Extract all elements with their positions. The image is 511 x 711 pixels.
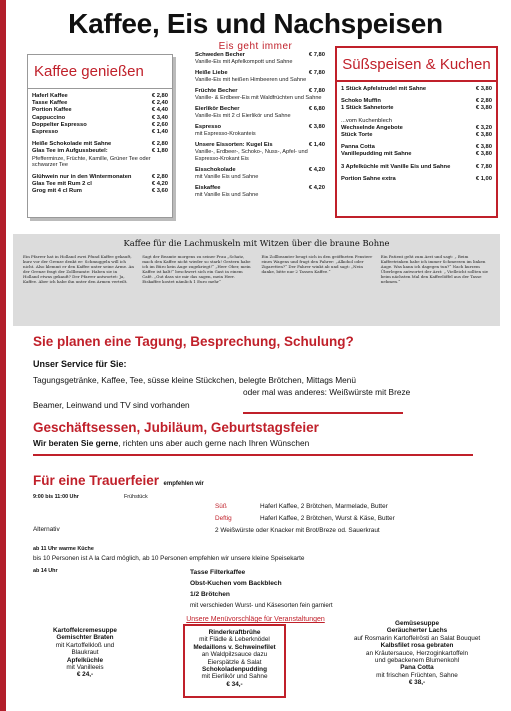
menu-line: mit Eierlikör und Sahne — [201, 673, 268, 681]
jubilaeum-heading: Geschäftsessen, Jubiläum, Geburtstagsfeier — [33, 420, 319, 435]
jokes-title: Kaffee für die Lachmuskeln mit Witzen über die braune Bohne — [123, 238, 390, 248]
kaffee-item-name: Grog mit 4 cl Rum — [32, 188, 82, 195]
suess-item-row — [341, 144, 492, 151]
divider-line — [243, 412, 403, 414]
time-1: 9:00 bis 11:00 Uhr — [33, 494, 79, 500]
menu-line: mit Kartoffelkloß und — [55, 641, 115, 649]
eis-item-row — [195, 167, 325, 174]
tagung-line-3: Beamer, Leinwand und TV sind vorhanden — [33, 400, 190, 410]
kaffee-item-row — [32, 129, 168, 136]
page-subtitle: Eis geht immer — [218, 41, 293, 52]
kaffee-item-name: Cappuccino — [32, 114, 66, 121]
suess-item-row — [341, 105, 492, 112]
tagung-heading: Sie planen eine Tagung, Besprechung, Schulung? — [33, 334, 354, 349]
joke-3: Ein Zollbeamter beugt sich in den geöffneten Fensterr eines Wagens und fragt den Fahrer: „Alkohol oder Zigaretten?“ Der Fahrer winkt ab und sagt: „Nein danke, bitte nur 2 Tassen Kaffee.“ — [261, 254, 373, 274]
kaffee-item-price: € 1,80 — [151, 148, 168, 155]
menu-heading: Unsere Menüvorschläge für Veranstaltungen — [186, 616, 325, 623]
kaffee-item-price: € 3,60 — [151, 188, 168, 195]
menu-line: mit Vanilleeis — [66, 664, 104, 672]
eis-item-name: Eiskaffee — [195, 184, 221, 191]
service-label: Unser Service für Sie: — [33, 359, 127, 369]
eis-item-price: € 7,80 — [308, 52, 325, 58]
suess-item-row — [341, 176, 492, 183]
joke-2: Sagt der Beamte morgens zu seiner Frau „Schatz, mach den Kaffee nicht wieder so stark! Gestern habe ich im Büro kein Auge zugekriegt!“ „Herr Ober, mein Kaffee ist kalt!“ beschwert sich ein Gast in einem Café. „Gut dass sie mir das sagen, mein Herr. Eiskaffee kostet nämlich 1 Euro mehr“ — [142, 254, 251, 284]
eis-item-desc: mit Vanille Eis und Sahne — [195, 192, 259, 198]
suess-item-price: € 3,80 — [475, 132, 492, 139]
menu-line: Geräucherter Lachs — [386, 627, 448, 635]
menu-line: Rinderkraftbrühe — [208, 629, 261, 636]
menu-line: an Waldpilzsauce dazu — [201, 651, 268, 659]
menu-line: € 24,- — [76, 671, 94, 679]
eis-item-row — [195, 124, 325, 131]
kaffee-item-name: Glühwein nur in den Wintermonaten — [32, 173, 132, 180]
eis-item-name: Eierlikör Becher — [195, 106, 240, 112]
suess-list — [337, 82, 496, 183]
suess-item-row — [341, 118, 492, 125]
kaffee-item-row — [32, 174, 168, 181]
menu-line: Eierspätzle & Salat — [207, 658, 262, 666]
kaffee-item-row — [32, 141, 168, 148]
kaffee-item-price: € 4,40 — [151, 107, 168, 114]
menu-line: Gemischter Braten — [56, 634, 114, 642]
kaffee-item-row — [32, 107, 168, 114]
suess-item-price: € 3,80 — [475, 151, 492, 158]
kaffee-list — [28, 89, 172, 195]
time-2: ab 11 Uhr warme Küche — [33, 546, 94, 552]
menu-line: Pana Cotta — [400, 664, 434, 672]
kaffee-item-row — [32, 188, 168, 195]
kaffee-item-name: Doppelter Espresso — [32, 121, 87, 128]
kaffee-item-price: € 2,80 — [151, 93, 168, 99]
kaffee-item-name: Haferl Kaffee — [32, 93, 68, 99]
suess-item-row — [341, 125, 492, 132]
menu-line: mit frischen Früchten, Sahne — [376, 671, 458, 679]
suess-item-name: ...vom Kuchenblech — [341, 117, 392, 124]
suess-item-price: € 1,00 — [475, 175, 492, 182]
menu-line: auf Rosmarin Kartoffelrösti an Salat Bouquet — [353, 634, 481, 642]
left-accent-bar — [0, 0, 6, 711]
menu-line: € 38,- — [408, 679, 426, 687]
eis-item-name: Heiße Liebe — [195, 70, 228, 76]
kaffee-item-row — [32, 115, 168, 122]
kaffee-item-price: € 2,80 — [151, 173, 168, 180]
suess-item-row — [341, 151, 492, 158]
divider-line — [33, 454, 473, 456]
suess-item-price: € 3,80 — [475, 105, 492, 112]
suess-item-name: Schoko Muffin — [341, 98, 381, 105]
eis-item-row — [195, 88, 325, 95]
suess-item-name: Portion Sahne extra — [341, 175, 396, 182]
eis-item-price: € 4,20 — [308, 184, 325, 191]
menu-line: Kalbsfilet rosa gebraten — [380, 642, 454, 650]
suess-label: Süß — [215, 503, 227, 510]
menu-line: € 34,- — [226, 680, 243, 688]
kaffee-item-name: Tasse Kaffee — [32, 100, 68, 107]
joke-1: Ein Pfarrer hat in Holland zwei Pfund Kaffee gekauft, kurz vor der Grenze denkt er: Schmuggeln will ich nicht. Also klemmt er den Kaffee unter seine Arme. An der Grenze fragt der Zollbeamte: Haben sie in Holland etwas gekauft? Der Pfarrer antwortet: Ja, Kaffee. Aber ich habe ihn unter den Armen verteilt. — [23, 254, 134, 284]
menu-line: Kartoffelcremesuppe — [53, 627, 117, 634]
warm-text: bis 10 Personen ist A la Card möglich, ab 10 Personen empfehlen wir unsere kleine Speisekarte — [33, 555, 305, 562]
suess-item-row — [341, 132, 492, 139]
suess-item-name: 1 Stück Sahnetorte — [341, 105, 394, 112]
kaffee-item-name: Heiße Schokolade mit Sahne — [32, 141, 112, 148]
trauer-heading: Für eine Trauerfeier empfehlen wir — [33, 473, 204, 488]
kaffee-item-name: Portion Kaffee — [32, 107, 72, 114]
menu-line: Medaillons v. Schweinefilet — [193, 643, 276, 651]
suess-item-price: € 2,80 — [475, 98, 492, 105]
eis-item-desc: Vanille-Eis mit 2 cl Eierlikör und Sahne — [195, 113, 291, 120]
suess-item-name: Vanillepudding mit Sahne — [341, 151, 412, 158]
eis-item-name: Früchte Becher — [195, 88, 238, 94]
kaffee-line-2: Obst-Kuchen vom Backblech — [190, 580, 282, 587]
kaffee-item-name: Glas Tee im Aufgussbeutel: — [32, 148, 108, 155]
page-title: Kaffee, Eis und Nachspeisen — [68, 8, 443, 39]
kaffee-line-1: Tasse Filterkaffee — [190, 569, 246, 576]
kaffee-item-row — [32, 148, 168, 155]
kaffee-item-name: Espresso — [32, 129, 59, 136]
menu-line: und gebackenem Blumenkohl — [374, 657, 460, 665]
suess-item-row — [341, 86, 492, 93]
kaffee-line-3: 1/2 Brötchen — [190, 591, 230, 598]
eis-item-price: € 7,80 — [308, 70, 325, 76]
suess-heading: Süßspeisen & Kuchen — [337, 48, 496, 82]
eis-item-row — [195, 185, 325, 192]
suess-item-price: € 3,80 — [475, 144, 492, 151]
joke-4: Ein Patient geht zum Arzt und sagt: „ Beim Kaffeetrinken habe ich immer Schmerzen im linken Auge. Was kann ich dagegen tun?“ Nach kurzem Überlegen antwortet der Arzt: „ Vielleicht sollten sie beim nächsten Mal den Kaffeelöffel aus der Tasse nehmen.“ — [380, 254, 489, 284]
kaffee-item-name: Glas Tee mit Rum 2 cl — [32, 181, 92, 188]
kaffee-heading: Kaffee genießen — [28, 55, 172, 89]
menu-line: Blaukraut — [71, 649, 99, 657]
kaffee-item-row — [32, 100, 168, 107]
kaffee-item-price: € 2,60 — [151, 121, 168, 128]
suess-item-name: 3 Apfelküchle mit Vanille Eis und Sahne — [341, 163, 451, 170]
kaffee-line-4: mit verschieden Wurst- und Käsesorten fein garniert — [190, 602, 333, 609]
alternativ-label: Alternativ — [33, 526, 60, 533]
kaffee-item-row — [32, 122, 168, 129]
suess-item-name: Wechselnde Angebote — [341, 124, 403, 131]
menu-line: mit Flädle & Leberknödel — [199, 636, 270, 644]
tagung-line-2: oder mal was anderes: Weißwürste mit Breze — [243, 387, 411, 397]
deftig-text: Haferl Kaffee, 2 Brötchen, Wurst & Käse, Butter — [260, 515, 395, 522]
eis-item-desc: Vanille-, Erdbeer-, Schoko-, Nuss-, Apfel- und Espresso-Krokant Eis — [195, 149, 308, 162]
suess-item-row — [341, 98, 492, 105]
eis-item-name: Espresso — [195, 124, 222, 130]
kaffee-item-price: € 4,20 — [151, 181, 168, 188]
menu-2 — [183, 624, 286, 698]
suess-item-price: € 7,80 — [475, 163, 492, 170]
time-3: ab 14 Uhr — [33, 568, 58, 574]
tagung-line-1: Tagungsgetränke, Kaffee, Tee, süsse kleine Stückchen, belegte Brötchen, Mittags Menü — [33, 375, 357, 385]
deftig-label: Deftig — [215, 515, 232, 522]
jubilaeum-text: Wir beraten Sie gerne, richten uns aber auch gerne nach Ihren Wünschen — [33, 438, 310, 448]
eis-item-desc: Vanille-Eis mit heißen Himbeeren und Sahne — [195, 77, 307, 84]
eis-item-row — [195, 70, 325, 77]
jokes-panel — [13, 234, 500, 326]
suess-item-price: € 3,80 — [475, 86, 492, 92]
menu-line: Apfelküchle — [66, 656, 104, 664]
alt-text: 2 Weißwürste oder Knacker mit Brot/Breze od. Sauerkraut — [215, 527, 380, 534]
menu-3 — [332, 620, 502, 687]
kaffee-item-row — [32, 181, 168, 188]
eis-item-price: € 3,80 — [308, 124, 325, 130]
kaffee-item-price: € 2,40 — [151, 100, 168, 107]
eis-item-desc: mit Espresso-Krokanteis — [195, 131, 256, 138]
eis-item-name: Unsere Eissorten: Kugel Eis — [195, 142, 273, 148]
suess-item-name: Panna Cotta — [341, 144, 375, 151]
fruehstueck-label: Frühstück — [124, 494, 148, 500]
suess-item-row — [341, 164, 492, 171]
suess-text: Haferl Kaffee, 2 Brötchen, Marmelade, Butter — [260, 503, 388, 510]
kaffee-item-row — [32, 93, 168, 100]
menu-line: Gemüsesuppe — [394, 620, 440, 627]
kaffee-item-price: € 2,80 — [151, 141, 168, 148]
eis-item-price: € 1,40 — [308, 142, 325, 148]
kaffee-item-desc: Pfefferminze, Früchte, Kamille, Grüner Tee oder schwarzer Tee — [32, 155, 151, 169]
kaffee-box — [27, 54, 173, 218]
menu-line: Schokoladenpudding — [202, 666, 267, 674]
eis-item-desc: mit Vanille Eis und Sahne — [195, 174, 259, 180]
kaffee-item-price: € 1,40 — [151, 129, 168, 136]
suess-item-name: Stück Torte — [341, 132, 373, 139]
eis-item-name: Schweden Becher — [195, 52, 245, 58]
menu-line: an Kräutersauce, Herzoginkartoffeln — [365, 649, 469, 657]
eis-item-price: € 6,80 — [308, 106, 325, 112]
eis-item-row — [195, 142, 325, 149]
eis-item-desc: Vanille- & Erdbeer-Eis mit Waldfrüchten und Sahne — [195, 95, 322, 102]
eis-item-name: Eisschokolade — [195, 166, 236, 173]
eis-item-price: € 4,20 — [308, 166, 325, 173]
eis-list — [195, 52, 325, 203]
suess-item-name: 1 Stück Apfelstrudel mit Sahne — [341, 86, 427, 92]
suess-item-price: € 3,20 — [475, 124, 492, 131]
kaffee-item-price: € 3,40 — [151, 114, 168, 121]
eis-item-price: € 7,80 — [308, 88, 325, 94]
suess-box — [335, 46, 498, 218]
menu-1 — [30, 627, 140, 679]
eis-item-row — [195, 52, 325, 59]
eis-item-row — [195, 106, 325, 113]
eis-item-desc: Vanille-Eis mit Apfelkompott und Sahne — [195, 59, 293, 66]
